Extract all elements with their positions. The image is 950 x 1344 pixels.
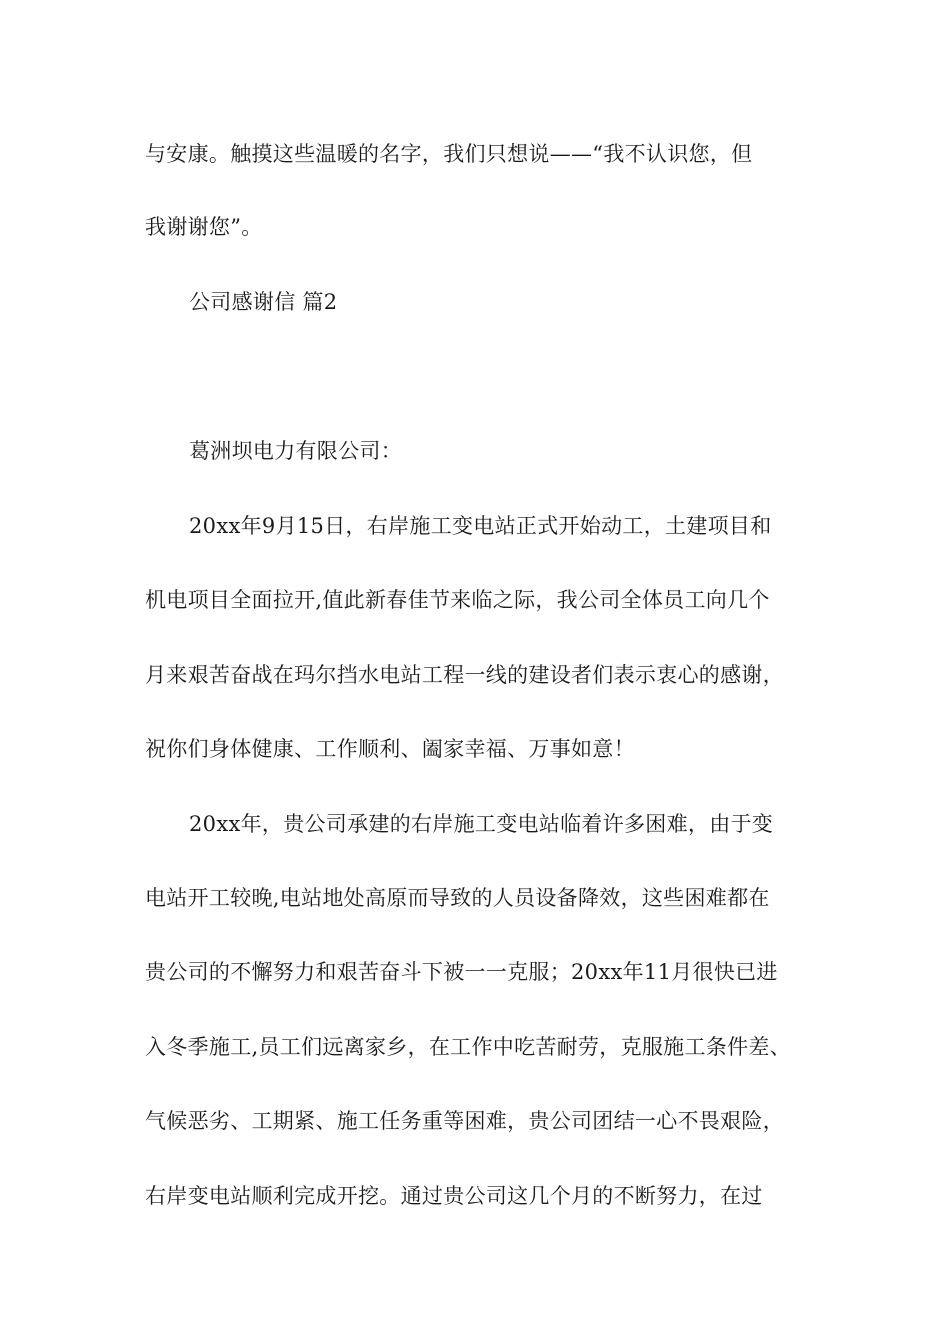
text-line: 机电项目全面拉开,值此新春佳节来临之际，我公司全体员工向几个 [145, 588, 770, 612]
text-line: 右岸变电站顺利完成开挖。通过贵公司这几个月的不断努力，在过 [145, 1184, 763, 1208]
salutation: 葛洲坝电力有限公司： [189, 439, 402, 463]
text-line: 月来艰苦奋战在玛尔挡水电站工程一线的建设者们表示衷心的感谢， [145, 663, 784, 687]
text-line: 20xx年，贵公司承建的右岸施工变电站临着许多困难，由于变 [189, 812, 774, 836]
section-heading: 公司感谢信 篇2 [189, 290, 338, 314]
text-line: 祝你们身体健康、工作顺利、阖家幸福、万事如意！ [145, 737, 635, 761]
text-line: 我谢谢您”。 [145, 215, 263, 239]
text-line: 入冬季施工,员工们远离家乡，在工作中吃苦耐劳，克服施工条件差、 [145, 1035, 791, 1059]
text-line: 电站开工较晚,电站地处高原而导致的人员设备降效，这些困难都在 [145, 886, 770, 910]
text-line: 与安康。触摸这些温暖的名字，我们只想说——“我不认识您，但 [145, 142, 753, 166]
text-line: 20xx年9月15日，右岸施工变电站正式开始动工，土建项目和 [189, 514, 772, 538]
text-line: 气候恶劣、工期紧、施工任务重等困难，贵公司团结一心不畏艰险， [145, 1109, 784, 1133]
text-line: 贵公司的不懈努力和艰苦奋斗下被一一克服；20xx年11月很快已进 [145, 960, 778, 984]
